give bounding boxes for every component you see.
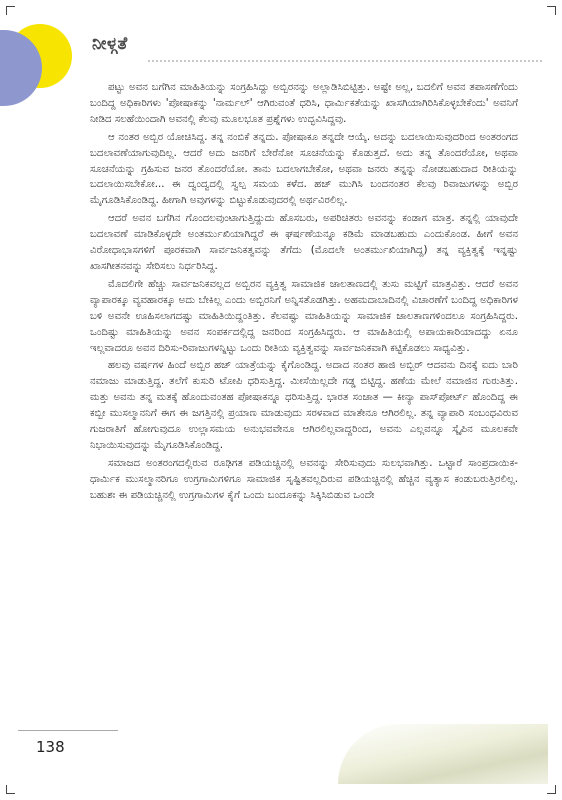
paragraph: ಹಲವು ವರ್ಷಗಳ ಹಿಂದೆ ಅಬ್ಬಿರ ಹಜ್ ಯಾತ್ರೆಯನ್ನು ಕೈಗೊಂಡಿದ್ದ. ಅದಾದ ನಂತರ ಹಾಜಿ ಅಬ್ಬಿರ್ ಆದವನು ದಿನಕ್ಕೆ ಐದು ಬಾರಿ ನಮಾಜು ಮಾಡುತ್ತಿದ್ದ. ತಲೆಗೆ ಕುಸುರಿ ಟೋಪಿ ಧರಿಸುತ್ತಿದ್ದ. ಮೀಸೆಯಿಲ್ಲದೇ ಗಡ್ಡ ಬಿಟ್ಟಿದ್ದ. ಹಣೆಯ ಮೇಲೆ ನಮಾಜಿನ ಗುರುತಿತ್ತು. ಮತ್ತು ಅವನು ತನ್ನ ಮತಕ್ಕೆ ಹೊಂದುವಂತಹ ಪೋಷಾಕನ್ನೂ ಧರಿಸುತ್ತಿದ್ದ. ಭಾರತ ಸಂಜಾತ — ಕೀನ್ಯಾ ಪಾಸ್‌ಪೋರ್ಟ್ ಹೊಂದಿದ್ದ ಈ ಕಬ್ಬೀ ಮುಸಲ್ಮಾನನಿಗೆ ಈಗ ಈ ಜಗತ್ತಿನಲ್ಲಿ ಪ್ರಯಾಣ ಮಾಡುವುದು ಸರಳವಾದ ಮಾತೇನೂ ಆಗಿರಲಿಲ್ಲ. ತನ್ನ ವ್ಯಾಪಾರಿ ಸಂಬಂಧವಿರುವ ಗುಜರಾತಿಗೆ ಹೋಗುವುದೂ ಉಲ್ಲಾಸಮಯ ಅನುಭವವೇನೂ ಆಗಿರಲಿಲ್ಲವಾದ್ದರಿಂದ, ಅವನು ಎಲ್ಲವನ್ನೂ ಸ್ಕೈಪಿನ ಮೂಲಕವೇ ನಿಭಾಯಿಸುವುದನ್ನು ಮೈಗೂಡಿಸಿಕೊಂಡಿದ್ದ. <box>90 360 518 451</box>
paragraph: ಸಮಾಜದ ಅಂತರಂಗದಲ್ಲಿರುವ ರೂಢಿಗತ ಪಡಿಯಚ್ಚಿನಲ್ಲಿ ಅವನನ್ನು ಸೇರಿಸುವುದು ಸುಲಭವಾಗಿತ್ತು. ಒಟ್ಟಾರೆ ಸಾಂಪ್ರದಾಯಿಕ-ಧಾರ್ಮಿಕ ಮುಸಲ್ಮಾನರಿಗೂ ಉಗ್ರಗಾಮಿಗಳಿಗೂ ಸಾಮಾಜಿಕ ಸೃಷ್ಟಿತವಲ್ಲದಿರುವ ಪಡಿಯಚ್ಚಿನಲ್ಲಿ ಹೆಚ್ಚಿನ ವ್ಯತ್ಯಾಸ ಕಂಡುಬರುತ್ತಿರಲಿಲ್ಲ. ಬಹುಶಃ ಈ ಪಡಿಯಚ್ಚಿನಲ್ಲಿ ಉಗ್ರಗಾಮಿಗಳ ಕೈಗೆ ಒಂದು ಬಂದೂಕನ್ನು ಸಿಕ್ಕಿಸಿಬಿಡುವ ಒಂದೇ <box>90 457 518 501</box>
paragraph: ಆದರೆ ಅವನ ಬಗೆಗಿನ ಗೊಂದಲವುಂಟಾಗುತ್ತಿದ್ದುದು ಹೊಸಬರು, ಅಪರಿಚಿತರು ಅವನನ್ನು ಕಂಡಾಗ ಮಾತ್ರ. ತನ್ನಲ್ಲಿ ಯಾವುದೇ ಬದಲಾವಣೆ ಮಾಡಿಕೊಳ್ಳದೇ ಅಂತರ್ಮುಖಿಯಾಗಿದ್ದರೆ ಈ ಘರ್ಷಣೆಯನ್ನೂ ಕಡಿಮೆ ಮಾಡಬಹುದು ಎಂದುಕೊಂಡ. ಹೀಗೆ ಅವನ ವಿರೋಧಾಭಾಸಗಳಿಗೆ ಪೂರಕವಾಗಿ ಸಾರ್ವಜನಿಕತ್ವವನ್ನು ತೆಗೆದು (ಮೊದಲೇ ಅಂತರ್ಮುಖಿಯಾಗಿದ್ದ) ತನ್ನ ವ್ಯಕ್ತಿತ್ವಕ್ಕೆ ಇನ್ನಷ್ಟು ಖಾಸಗೀತನವನ್ನು ಸೇರಿಸಲು ನಿರ್ಧರಿಸಿದ್ದ. <box>90 213 518 272</box>
header-dotted-rule <box>148 60 542 62</box>
paragraph: ಪಟ್ಟು ಅವನ ಬಗೆಗಿನ ಮಾಹಿತಿಯನ್ನು ಸಂಗ್ರಹಿಸಿದ್ದು ಅಬ್ಬಿರನನ್ನು ಅಲ್ಲಾಡಿಸಿಬಿಟ್ಟಿತ್ತು. ಅಷ್ಟೇ ಅಲ್ಲ, ಬದಲಿಗೆ ಅವನ ತಪಾಸಣೆಗೆಂದು ಬಂದಿದ್ದ ಅಧಿಕಾರಿಗಳು 'ಪೋಷಾಕನ್ನು 'ನಾರ್ಮಲ್' ಆಗಿರುವಂತೆ ಧರಿಸಿ, ಧಾರ್ಮಿಕತೆಯನ್ನು ಖಾಸಗಿಯಾಗಿರಿಸಿಕೊಳ್ಳಬೇಕೆಂದು' ಅವನಿಗೆ ನೀಡಿದ ಸಲಹೆಯಿಂದಾಗಿ ಅವನಲ್ಲಿ ಕೆಲವು ಮೂಲಭೂತ ಪ್ರಶ್ನೆಗಳು ಉದ್ಭವಿಸಿದ್ದವು. <box>90 82 518 125</box>
paragraph: ಮೊದಲಿಗೇ ಹೆಚ್ಚು ಸಾರ್ವಜನಿಕವಲ್ಲದ ಅಬ್ಬಿರನ ವ್ಯಕ್ತಿತ್ವ ಸಾಮಾಜಿಕ ಜಾಲತಾಣದಲ್ಲಿ ತುಸು ಮಟ್ಟಿಗೆ ಮಾತ್ರವಿತ್ತು. ಆದರೆ ಅವನ ವ್ಯಾಪಾರಕ್ಕೂ ವ್ಯವಹಾರಕ್ಕೂ ಅದು ಬೇಕಿಲ್ಲ ಎಂದು ಅಬ್ಬಿರನಿಗೆ ಅನ್ನಿಸತೊಡಗಿತ್ತು. ಅಹಮದಾಬಾದಿನಲ್ಲಿ ವಿಚಾರಣೆಗೆ ಬಂದಿದ್ದ ಅಧಿಕಾರಿಗಳ ಬಳಿ ಅವನೇ ಊಹಿಸಲಾಗದಷ್ಟು ಮಾಹಿತಿಯಿದ್ದಂತಿತ್ತು. ಕೆಲವಷ್ಟು ಮಾಹಿತಿಯನ್ನು ಸಾಮಾಜಿಕ ಜಾಲತಾಣಗಳಿಂದಲೂ ಸಂಗ್ರಹಿಸಿದ್ದರು. ಒಂದಿಷ್ಟು ಮಾಹಿತಿಯನ್ನು ಅವನ ಸಂಪರ್ಕದಲ್ಲಿದ್ದ ಜನರಿಂದ ಸಂಗ್ರಹಿಸಿದ್ದರು. ಆ ಮಾಹಿತಿಯಲ್ಲಿ ಅಪಾಯಕಾರಿಯಾದದ್ದು ಏನೂ ಇಲ್ಲವಾದರೂ ಅವನ ದಿರಿಸು-ರಿವಾಜುಗಳನ್ನಿಟ್ಟು ಒಂದು ರೀತಿಯ ವ್ಯಕ್ತಿತ್ವವನ್ನು ಸಾರ್ವಜನಿಕವಾಗಿ ಕಟ್ಟಿಕೊಡಲು ಸಾಧ್ಯವಿತ್ತು. <box>90 278 518 354</box>
crop-mark <box>547 785 556 794</box>
chapter-title: ನೀಳ್ಗತೆ <box>92 34 128 54</box>
footer-rule <box>18 730 118 731</box>
crop-mark <box>6 785 15 794</box>
page-number: 138 <box>36 738 65 756</box>
paragraph: ಆ ನಂತರ ಅಬ್ಬಿರ ಯೋಚಿಸಿದ್ದ. ತನ್ನ ನಂಬಿಕೆ ತನ್ನದು. ಪೋಷಾಕೂ ತನ್ನದೇ ಆಯ್ಕೆ. ಅದನ್ನು ಬದಲಾಯಿಸುವುದರಿಂದ ಅಂತರಂಗದ ಬದಲಾವಣೆಯಾಗುವುದಿಲ್ಲ. ಆದರೆ ಅದು ಜನರಿಗೆ ಬೇರೆನೋ ಸೂಚನೆಯನ್ನು ಕೊಡುತ್ತದೆ. ಅದು ತನ್ನ ತೊಂದರೆಯೋ, ಅಥವಾ ಸೂಚನೆಯನ್ನು ಗ್ರಹಿಸುವ ಜನರ ತೊಂದರೆಯೋ. ತಾನು ಬದಲಾಗಬೇಕೋ, ಅಥವಾ ಜನರು ತನ್ನನ್ನು ನೋಡಬಹುದಾದ ರೀತಿಯನ್ನು ಬದಲಾಯಿಸಬೇಕೋ... ಈ ದ್ವಂದ್ವದಲ್ಲಿ ಸ್ವಲ್ಪ ಸಮಯ ಕಳೆದ. ಹಜ್ ಮುಗಿಸಿ ಬಂದನಂತರ ಕೆಲವು ರಿವಾಜುಗಳನ್ನು ಅಬ್ಬಿರ ಮೈಗೂಡಿಸಿಕೊಂಡಿದ್ದ. ಹೀಗಾಗಿ ಅವುಗಳನ್ನು ಬಿಟ್ಟುಕೊಡುವುದರಲ್ಲಿ ಅರ್ಥವಿರಲಿಲ್ಲ. <box>90 131 518 207</box>
crop-mark <box>6 6 15 15</box>
body-text <box>90 80 518 506</box>
crop-mark <box>547 6 556 15</box>
book-illustration <box>338 724 548 784</box>
